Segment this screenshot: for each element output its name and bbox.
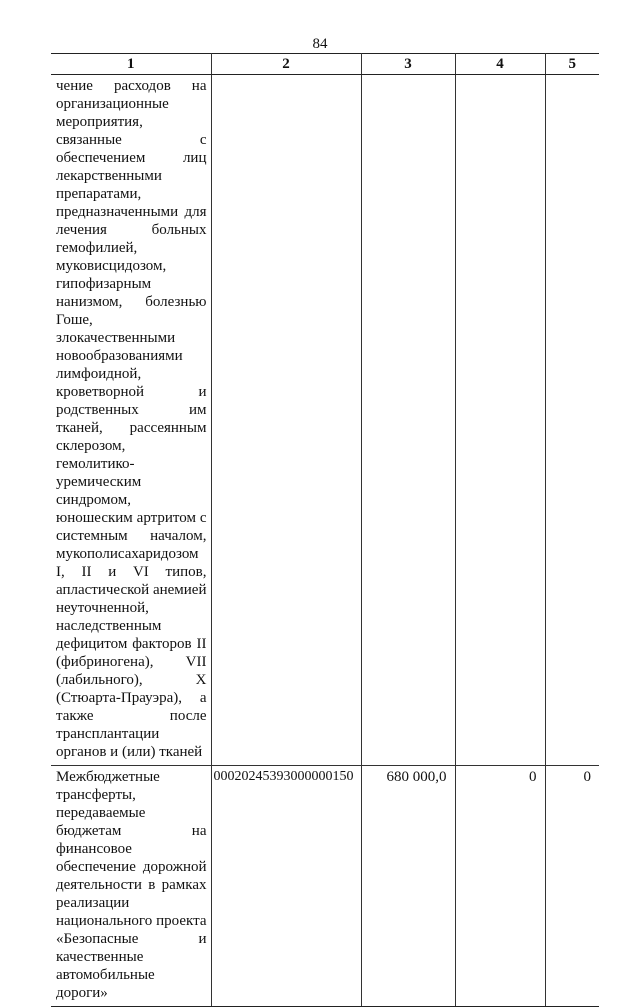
row-amount-col3: 680 000,0 xyxy=(361,766,455,1007)
column-header-4: 4 xyxy=(455,54,545,75)
table-row xyxy=(51,766,599,1007)
column-header-5: 5 xyxy=(545,54,599,75)
row-budget-code xyxy=(211,75,361,766)
row-budget-code: 00020245393000000150 xyxy=(211,766,361,1007)
row-amount-col5: 0 xyxy=(545,766,599,1007)
table-header-row xyxy=(51,54,599,75)
column-header-1: 1 xyxy=(51,54,211,75)
row-description: чение расходов на организационные мероприятия, связанные с обеспечением лиц лекарственными препаратами, предназначенными для лечения больных гемофилией, муковисцидозом, гипофизарным нанизмом, болезнью Гоше, злокачественными новообразованиями лимфоидной, кроветворной и родственных им тканей, рассеянным склерозом, гемолитико-уремическим синдромом, юношеским артритом с системным началом, мукополисахаридозом I, II и VI типов, апластической анемией неуточненной, наследственным дефицитом факторов II (фибриногена), VII (лабильного), X (Стюарта-Прауэра), а также после трансплантации органов и (или) тканей xyxy=(51,75,211,766)
row-amount-col5 xyxy=(545,75,599,766)
budget-table xyxy=(51,53,599,1007)
row-amount-col3 xyxy=(361,75,455,766)
column-header-2: 2 xyxy=(211,54,361,75)
row-description: Межбюджетные трансферты, передаваемые бюджетам на финансовое обеспечение дорожной деятельности в рамках реализации национального проекта «Безопасные и качественные автомобильные дороги» xyxy=(51,766,211,1007)
table-row xyxy=(51,75,599,766)
column-header-3: 3 xyxy=(361,54,455,75)
row-amount-col4 xyxy=(455,75,545,766)
page-number: 84 xyxy=(312,36,328,52)
row-amount-col4: 0 xyxy=(455,766,545,1007)
